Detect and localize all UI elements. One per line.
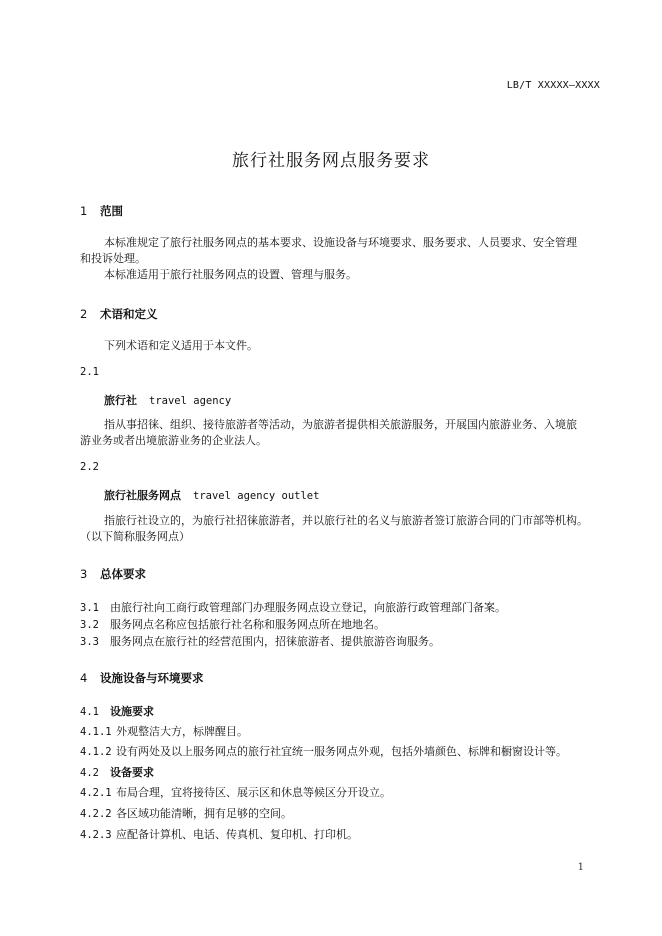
subsection-number: 4.1 (80, 706, 99, 718)
clause-3-2 (80, 616, 385, 632)
subsection-title: 设施要求 (110, 705, 154, 718)
clause-text: 服务网点名称应包括旅行社名称和服务网点所在地地名。 (110, 618, 385, 631)
section-1-paragraph-1-line-1: 本标准规定了旅行社服务网点的基本要求、设施设备与环境要求、服务要求、人员要求、安全管理 (104, 236, 577, 249)
subsection-title: 设备要求 (110, 766, 154, 779)
term-2-1 (104, 392, 231, 408)
clause-number: 4.2.3 (80, 829, 112, 841)
term-2-2-definition-line-2: （以下简称服务网点） (80, 530, 190, 543)
section-number: 4 (80, 671, 88, 685)
clause-number: 4.1.1 (80, 726, 112, 738)
section-1-paragraph-1-line-2: 和投诉处理。 (80, 252, 146, 265)
section-number: 3 (80, 567, 88, 581)
term-cn: 旅行社服务网点 (104, 489, 181, 502)
section-1-heading (80, 203, 123, 219)
term-2-1-definition-line-2: 游业务或者出境旅游业务的企业法人。 (80, 434, 267, 447)
section-2-heading (80, 306, 158, 322)
clause-text: 设有两处及以上服务网点的旅行社宜统一服务网点外观，包括外墙颜色、标牌和橱窗设计等。 (116, 745, 567, 758)
section-1-paragraph-2: 本标准适用于旅行社服务网点的设置、管理与服务。 (104, 268, 357, 281)
standard-code: LB/T XXXXX—XXXX (506, 80, 600, 91)
subsection-4-1-heading (80, 703, 154, 719)
clause-number: 3.2 (80, 619, 99, 631)
clause-4-1-1 (80, 723, 248, 739)
section-title: 总体要求 (100, 567, 146, 581)
clause-number: 4.2.2 (80, 808, 112, 820)
term-en: travel agency (149, 395, 232, 407)
subsection-number: 4.2 (80, 767, 99, 779)
clause-text: 布局合理，宜将接待区、展示区和休息等候区分开设立。 (116, 786, 391, 799)
term-en: travel agency outlet (193, 490, 320, 502)
section-title: 范围 (100, 204, 123, 218)
term-2-2 (104, 487, 319, 503)
clause-text: 外观整洁大方，标牌醒目。 (116, 725, 248, 738)
section-2-intro: 下列术语和定义适用于本文件。 (104, 339, 258, 352)
document-title: 旅行社服务网点服务要求 (232, 151, 430, 171)
section-number: 2 (80, 307, 88, 321)
clause-4-2-3 (80, 826, 358, 842)
subsection-4-2-heading (80, 764, 154, 780)
section-4-heading (80, 670, 204, 686)
clause-number: 3.3 (80, 636, 99, 648)
term-2-1-definition-line-1: 指从事招徕、组织、接待旅游者等活动，为旅游者提供相关旅游服务，开展国内旅游业务、入境旅 (104, 418, 577, 431)
clause-number: 4.2.1 (80, 787, 112, 799)
section-title: 设施设备与环境要求 (100, 671, 204, 685)
page-number: 1 (577, 862, 584, 873)
term-2-2-number: 2.2 (80, 461, 99, 473)
clause-4-2-1 (80, 784, 391, 800)
clause-text: 各区域功能清晰，拥有足够的空间。 (116, 807, 292, 820)
clause-text: 应配备计算机、电话、传真机、复印机、打印机。 (116, 828, 358, 841)
clause-number: 3.1 (80, 602, 99, 614)
term-2-2-definition-line-1: 指旅行社设立的，为旅行社招徕旅游者，并以旅行社的名义与旅游者签订旅游合同的门市部等机构。 (104, 514, 588, 527)
clause-text: 由旅行社向工商行政管理部门办理服务网点设立登记，向旅游行政管理部门备案。 (110, 601, 506, 614)
term-2-1-number: 2.1 (80, 366, 99, 378)
clause-3-3 (80, 633, 440, 649)
term-cn: 旅行社 (104, 394, 137, 407)
clause-4-2-2 (80, 805, 292, 821)
clause-text: 服务网点在旅行社的经营范围内，招徕旅游者、提供旅游咨询服务。 (110, 635, 440, 648)
clause-number: 4.1.2 (80, 746, 112, 758)
section-title: 术语和定义 (100, 307, 158, 321)
section-number: 1 (80, 204, 88, 218)
clause-4-1-2 (80, 743, 567, 759)
section-3-heading (80, 566, 146, 582)
clause-3-1 (80, 599, 506, 615)
